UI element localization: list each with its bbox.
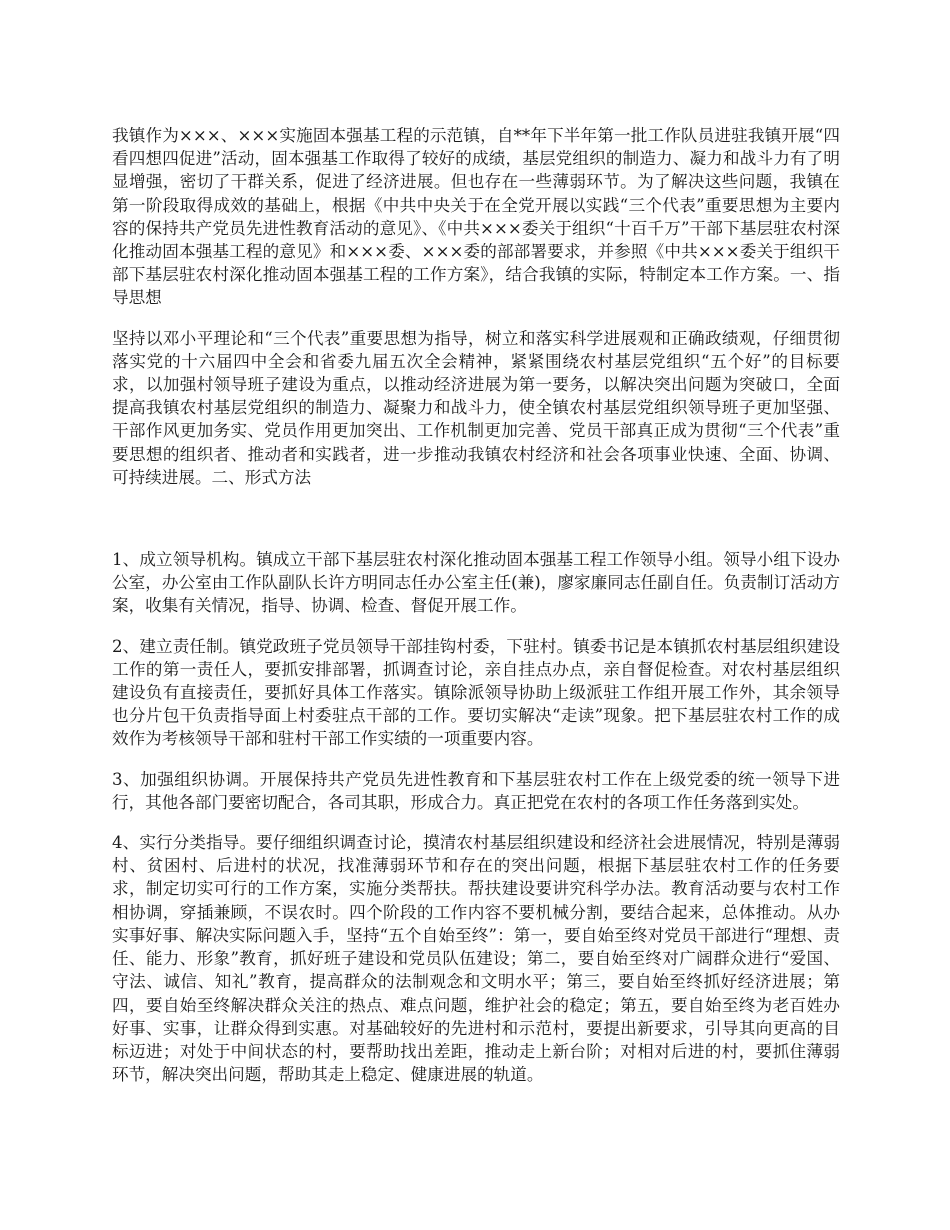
paragraph-item-2: 2、建立责任制。镇党政班子党员领导干部挂钩村委，下驻村。镇委书记是本镇抓农村基层组织建设工作的第一责任人，要抓安排部署，抓调查讨论，亲自挂点办点，亲自督促检查。对农村基层组织建设负有直接责任，要抓好具体工作落实。镇除派领导协助上级派驻工作组开展工作外，其余领导也分片包干负责指导面上村委驻点干部的工作。要切实解决“走读”现象。把下基层驻农村工作的成效作为考核领导干部和驻村干部工作实绩的一项重要内容。	[112, 636, 840, 749]
paragraph-item-4: 4、实行分类指导。要仔细组织调查讨论，摸清农村基层组织建设和经济社会进展情况，特别是薄弱村、贫困村、后进村的状况，找准薄弱环节和存在的突出问题，根据下基层驻农村工作的任务要求，制定切实可行的工作方案，实施分类帮扶。帮扶建设要讲究科学办法。教育活动要与农村工作相协调，穿插兼顾，不误农时。四个阶段的工作内容不要机械分割，要结合起来，总体推动。从办实事好事、解决实际问题入手，坚持“五个自始至终”：第一，要自始至终对党员干部进行“理想、责任、能力、形象”教育，抓好班子建设和党员队伍建设；第二，要自始至终对广阔群众进行“爱国、守法、诚信、知礼”教育，提高群众的法制观念和文明水平；第三，要自始至终抓好经济进展；第四，要自始至终解决群众关注的热点、难点问题，维护社会的稳定；第五，要自始至终为老百姓办好事、实事，让群众得到实惠。对基础较好的先进村和示范村，要提出新要求，引导其向更高的目标迈进；对处于中间状态的村，要帮助找出差距，推动走上新台阶；对相对后进的村，要抓住薄弱环节，解决突出问题，帮助其走上稳定、健康进展的轨道。	[112, 833, 840, 1085]
paragraph-item-3: 3、加强组织协调。开展保持共产党员先进性教育和下基层驻农村工作在上级党委的统一领导下进行，其他各部门要密切配合，各司其职，形成合力。真正把党在农村的各项工作任务落到实处。	[112, 769, 840, 812]
paragraph-intro: 我镇作为×××、×××实施固本强基工程的示范镇，自**年下半年第一批工作队员进驻我镇开展“四看四想四促进”活动，固本强基工作取得了较好的成绩，基层党组织的制造力、凝力和战斗力有了明显增强，密切了干群关系，促进了经济进展。但也存在一些薄弱环节。为了解决这些问题，我镇在第一阶段取得成效的基础上，根据《中共中央关于在全党开展以实践“三个代表”重要思想为主要内容的保持共产党员先进性教育活动的意见》、《中共×××委关于组织“十百千万”干部下基层驻农村深化推动固本强基工程的意见》和×××委、×××委的部部署要求，并参照《中共×××委关于组织干部下基层驻农村深化推动固本强基工程的工作方案》，结合我镇的实际，特制定本工作方案。一、指导思想	[112, 126, 840, 308]
paragraph-guiding-ideology: 坚持以邓小平理论和“三个代表”重要思想为指导，树立和落实科学进展观和正确政绩观，仔细贯彻落实党的十六届四中全会和省委九届五次全会精神，紧紧围绕农村基层党组织“五个好”的目标要求，以加强村领导班子建设为重点，以推动经济进展为第一要务，以解决突出问题为突破口，全面提高我镇农村基层党组织的制造力、凝聚力和战斗力，使全镇农村基层党组织领导班子更加坚强、干部作风更加务实、党员作用更加突出、工作机制更加完善、党员干部真正成为贯彻“三个代表”重要思想的组织者、推动者和实践者，进一步推动我镇农村经济和社会各项事业快速、全面、协调、可持续进展。二、形式方法	[112, 328, 840, 487]
paragraph-item-1: 1、成立领导机构。镇成立干部下基层驻农村深化推动固本强基工程工作领导小组。领导小组下设办公室，办公室由工作队副队长许方明同志任办公室主任(兼)，廖家廉同志任副自任。负责制订活动方案，收集有关情况，指导、协调、检查、督促开展工作。	[112, 550, 840, 616]
document-body	[112, 124, 840, 1086]
